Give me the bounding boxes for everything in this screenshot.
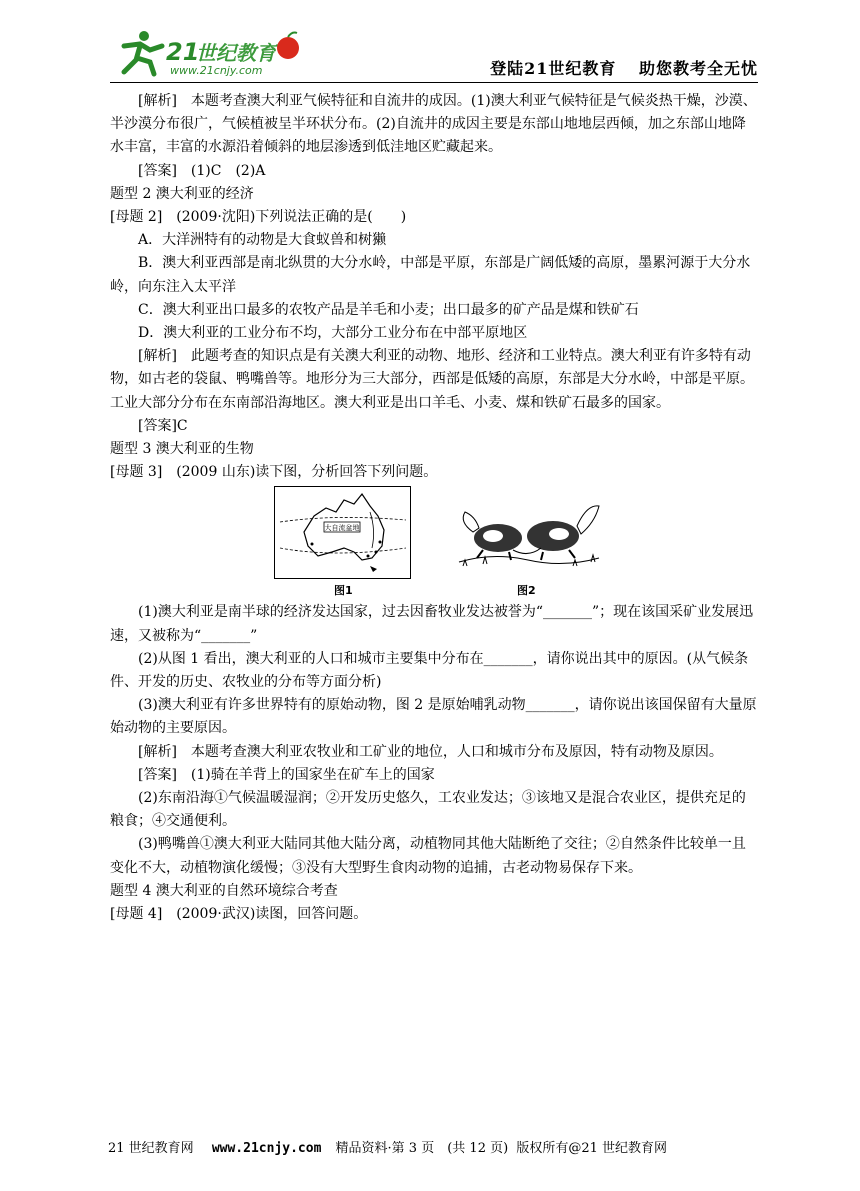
- logo-url: www.21cnjy.com: [170, 64, 263, 77]
- paragraph: D．澳大利亚的工业分布不均，大部分工业分布在中部平原地区: [138, 325, 528, 342]
- logo-text: 世纪教育: [196, 41, 276, 65]
- paragraph: (2)从图 1 看出，澳大利亚的人口和城市主要集中分布在_______，请你说出其中的原因。(从气候条件、开发的历史、农牧业的分布等方面分析): [110, 650, 749, 691]
- paragraph: [答案] (1)骑在羊背上的国家坐在矿车上的国家: [138, 766, 435, 783]
- paragraph: A．大洋洲特有的动物是大食蚁兽和树獭: [138, 232, 387, 249]
- paragraph: [答案] (1)C (2)A: [138, 162, 266, 179]
- paragraph: (2)东南沿海①气候温暖湿润；②开发历史悠久，工农业发达；③该地又是混合农业区，提供充足的粮食；④交通便利。: [110, 790, 746, 830]
- header-rule: [110, 82, 758, 83]
- australia-map-figure: [274, 486, 411, 579]
- paragraph: C．澳大利亚出口最多的农牧产品是羊毛和小麦；出口最多的矿产品是煤和铁矿石: [138, 301, 639, 318]
- page-header: [110, 28, 758, 84]
- running-figure-icon: [124, 31, 162, 74]
- paragraph: B．澳大利亚西部是南北纵贯的大分水岭，中部是平原，东部是广阔低矮的高原，墨累河源于大分水岭，向东注入太平洋: [110, 255, 751, 295]
- footer-site-link[interactable]: www.21cnjy.com: [211, 1141, 322, 1156]
- footer-rights: 版权所有@21 世纪教育网: [516, 1141, 667, 1156]
- paragraph: [解析] 本题考查澳大利亚气候特征和自流井的成因。(1)澳大利亚气候特征是气候炎热干燥，沙漠、半沙漠分布很广，气候植被呈半环状分布。(2)自流井的成因主要是东部山地地层西倾，加之东部山地降水丰富，丰富的水源沿着倾斜的地层渗透到低洼地区贮藏起来。: [110, 93, 757, 156]
- paragraph: (1)澳大利亚是南半球的经济发达国家，过去因畜牧业发达被誉为“_______”；现在该国采矿业发展迅速，又被称为“_______”: [110, 604, 754, 644]
- paragraph: [解析] 此题考查的知识点是有关澳大利亚的动物、地形、经济和工业特点。澳大利亚有许多特有动物，如古老的袋鼠、鸭嘴兽等。地形分为三大部分，西部是低矮的高原，东部是大分水岭，中部是平原。工业大部分分布在东南部沿海地区。澳大利亚是出口羊毛、小麦、煤和铁矿石最多的国家。: [110, 348, 754, 411]
- paragraph: 题型 2 澳大利亚的经济: [110, 185, 254, 202]
- map-label: 大自流盆地: [324, 524, 360, 533]
- svg-text:21: 21: [166, 38, 200, 66]
- platypus-figure: [453, 492, 603, 578]
- text-block-1: [110, 90, 758, 484]
- figure2-caption: 图2: [517, 584, 536, 598]
- header-slogan: 登陆21世纪教育 助您教考全无忧: [490, 59, 758, 78]
- paragraph: [答案]C: [138, 417, 188, 434]
- footer-org: 21 世纪教育网: [108, 1141, 194, 1156]
- paragraph: [母题 2] (2009·沈阳)下列说法正确的是( ): [110, 209, 407, 226]
- page-footer: [108, 1137, 758, 1156]
- paragraph: 题型 4 澳大利亚的自然环境综合考查: [110, 882, 338, 899]
- figure-row: [110, 484, 758, 601]
- apple-icon: [277, 37, 299, 59]
- paragraph: (3)澳大利亚有许多世界特有的原始动物，图 2 是原始哺乳动物_______，请你说出该国保留有大量原始动物的主要原因。: [110, 697, 757, 737]
- paragraph: [解析] 本题考查澳大利亚农牧业和工矿业的地位，人口和城市分布及原因，特有动物及原因。: [138, 743, 723, 760]
- paragraph: [母题 4] (2009·武汉)读图，回答问题。: [110, 906, 368, 923]
- document-body: [110, 90, 758, 926]
- paragraph: 题型 3 澳大利亚的生物: [110, 441, 254, 458]
- paragraph: (3)鸭嘴兽①澳大利亚大陆同其他大陆分离，动植物同其他大陆断绝了交往；②自然条件比较单一且变化不大，动植物演化缓慢；③没有大型野生食肉动物的追捕，古老动物易保存下来。: [110, 836, 746, 876]
- figure1-caption: 图1: [334, 584, 353, 598]
- footer-page: 精品资料·第 3 页 (共 12 页): [335, 1141, 509, 1156]
- text-block-2: [110, 601, 758, 926]
- site-logo[interactable]: [110, 28, 320, 80]
- paragraph: [母题 3] (2009 山东)读下图，分析回答下列问题。: [110, 464, 438, 481]
